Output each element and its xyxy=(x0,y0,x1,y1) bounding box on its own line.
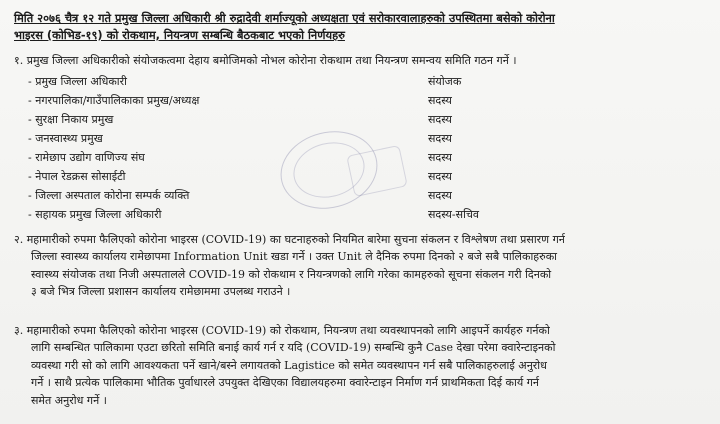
member-role: सदस्य xyxy=(428,94,452,107)
member-role: सदस्य xyxy=(428,151,452,164)
heading-line: मिति २०७६ चैत्र १२ गते प्रमुख जिल्ला अधिकारी श्री रुद्रादेवी शर्माज्यूको अध्यक्षता एवं सरोकारवालाहरुको उपस्थितमा बसेको कोरोना xyxy=(14,11,555,25)
decision-3-line: व्यवस्था गरी सो को लागि आवश्यकता पर्ने खाने/बस्ने लगायतको Lagistice को समेत व्यवस्थापन गर्न सबै पालिकाहरुलाई अनुरोध xyxy=(31,358,547,372)
committee-member-row xyxy=(28,149,698,167)
member-role: सदस्य xyxy=(428,113,452,126)
committee-member-row xyxy=(28,111,698,129)
member-role: संयोजक xyxy=(428,75,462,88)
decision-3-line: ३. महामारीको रुपमा फैलिएको कोरोना भाइरस (COVID-19) को रोकथाम, नियन्त्रण तथा व्यवस्थापनको लागि आइपर्ने कार्यहरु गर्नको xyxy=(14,324,550,337)
committee-member-row xyxy=(28,168,698,186)
member-role: सदस्य-सचिव xyxy=(428,208,480,221)
decision-2-line: २. महामारीको रुपमा फैलिएको कोरोना भाइरस (COVID-19) का घटनाहरुको नियमित बारेमा सुचना संकलन र विश्लेषण तथा प्रसारण गर्न xyxy=(14,233,565,246)
decision-3-line: समेत अनुरोध गर्ने । xyxy=(31,393,107,407)
member-title: - सहायक प्रमुख जिल्ला अधिकारी xyxy=(28,208,162,221)
meeting-decision-heading xyxy=(14,10,710,44)
committee-member-row xyxy=(28,206,698,224)
committee-member-row xyxy=(28,187,698,205)
decision-2-text xyxy=(14,231,710,301)
committee-member-row xyxy=(28,92,698,110)
decision-3-line: लागि सम्बन्धित पालिकामा एउटा छरितो समिति बनाई कार्य गर्न र यदि (COVID-19) सम्बन्धि कुनै Case देखा परेमा क्वारेन्टाइनको xyxy=(31,341,556,355)
decision-2-line: जिल्ला स्वास्थ्य कार्यालय रामेछापमा Information Unit खडा गर्ने । उक्त Unit ले दैनिक रुपमा दिनको २ बजे सबै पालिकाहरुका xyxy=(31,250,558,264)
member-title: - सुरक्षा निकाय प्रमुख xyxy=(28,113,114,126)
decision-1-line: १. प्रमुख जिल्ला अधिकारीको संयोजकत्वमा देहाय बमोजिमको नोभल कोरोना रोकथाम तथा नियन्त्रण समन्वय समिति गठन गर्ने । xyxy=(14,54,517,67)
committee-member-row xyxy=(28,73,698,91)
member-title: - नेपाल रेडक्रस सोसाईटी xyxy=(28,170,126,183)
member-title: - जिल्ला अस्पताल कोरोना सम्पर्क व्यक्ति xyxy=(28,189,190,202)
member-title: - प्रमुख जिल्ला अधिकारी xyxy=(28,75,127,88)
decision-3-line: गर्ने । साथै प्रत्येक पालिकामा भौतिक पुर्वाधारले उपयुक्त देखिएका विद्यालयहरुमा क्वारेन्टाइन निर्माण गर्न प्राथमिकता दिई कार्य गर्न xyxy=(31,376,540,390)
member-role: सदस्य xyxy=(428,189,452,202)
member-title: - रामेछाप उद्योग वाणिज्य संघ xyxy=(28,151,145,164)
heading-line: भाइरस (कोभिड-१९) को रोकथाम, नियन्त्रण सम्बन्धि बैठकबाट भएको निर्णयहरु xyxy=(14,28,345,42)
decision-2-line: स्वास्थ्य संयोजक तथा निजी अस्पतालले COVID-19 को रोकथाम र नियन्त्रणको लागि गरेका कामहरुको सूचना संकलन गरी दिनको xyxy=(31,267,552,281)
committee-member-row xyxy=(28,130,698,148)
member-role: सदस्य xyxy=(428,132,452,145)
member-title: - नगरपालिका/गाउँपालिकाका प्रमुख/अध्यक्ष xyxy=(28,94,200,107)
member-role: सदस्य xyxy=(428,170,452,183)
member-title: - जनस्वास्थ्य प्रमुख xyxy=(28,132,103,145)
decision-2-line: ३ बजे भित्र जिल्ला प्रशासन कार्यालय रामेछाममा उपलब्ध गराउने । xyxy=(31,285,291,299)
decision-1-text xyxy=(14,52,710,69)
decision-3-text xyxy=(14,322,710,409)
